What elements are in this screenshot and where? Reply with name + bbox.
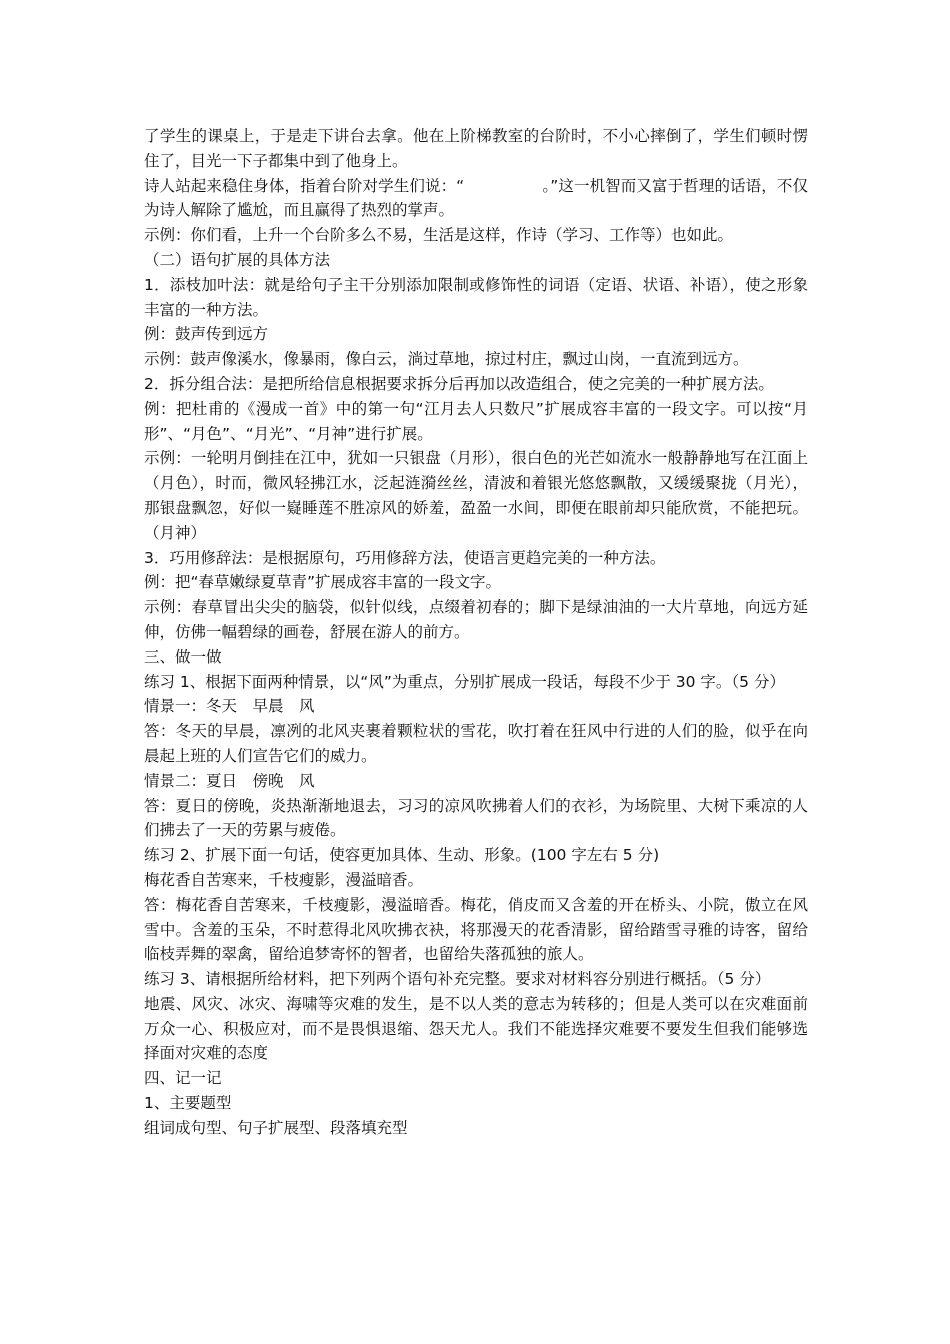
method-1-sample: 示例：鼓声像溪水，像暴雨，像白云，淌过草地，掠过村庄，飘过山岗，一直流到远方。 bbox=[144, 350, 749, 369]
method-1-example: 例：鼓声传到远方 bbox=[144, 325, 269, 344]
exercise-1-answer-2: 答：夏日的傍晚，炎热渐渐地退去，习习的凉风吹拂着人们的衣衫，为场院里、大树下乘凉的人们拂去了一天的劳累与疲倦。 bbox=[144, 796, 808, 840]
document-page bbox=[144, 124, 808, 1141]
exercise-2-prompt: 练习 2、扩展下面一句话，使容更加具体、生动、形象。(100 字左右 5 分) bbox=[144, 846, 660, 865]
paragraph-poet-quote: 诗人站起来稳住身体，指着台阶对学生们说：“ 。”这一机智而又富于哲理的话语，不仅为诗人解除了尴尬，而且赢得了热烈的掌声。 bbox=[144, 176, 808, 220]
paragraph-story-continuation: 了学生的课桌上，于是走下讲台去拿。他在上阶梯教室的台阶时，不小心摔倒了，学生们顿时愣住了，目光一下子都集中到了他身上。 bbox=[144, 127, 808, 170]
exercise-2-sentence: 梅花香自苦寒来，千枝瘦影，漫溢暗香。 bbox=[144, 870, 424, 889]
question-types-list: 组词成句型、句子扩展型、段落填充型 bbox=[144, 1118, 408, 1137]
subheading-question-types: 1、主要题型 bbox=[144, 1094, 232, 1113]
method-3-description: 3．巧用修辞法：是根据原句，巧用修辞方法，使语言更趋完美的一种方法。 bbox=[144, 548, 666, 567]
exercise-2-answer: 答：梅花香自苦寒来，千枝瘦影，漫溢暗香。梅花，俏皮而又含羞的开在桥头、小院，傲立在风雪中。含羞的玉朵，不时惹得北风吹拂衣袂，将那漫天的花香清影，留给踏雪寻雅的诗客，留给临枝弄舞的翠禽，留给追梦寄怀的智者，也留给失落孤独的旅人。 bbox=[144, 895, 808, 964]
paragraph-example-answer: 示例：你们看，上升一个台阶多么不易，生活是这样，作诗（学习、工作等）也如此。 bbox=[144, 226, 734, 245]
method-3-sample: 示例：春草冒出尖尖的脑袋，似针似线，点缀着初春的；脚下是绿油油的一大片草地，向远方延伸，仿佛一幅碧绿的画卷，舒展在游人的前方。 bbox=[144, 598, 808, 641]
exercise-1-prompt: 练习 1、根据下面两种情景，以“风”为重点，分别扩展成一段话，每段不少于 30 字。（5 分） bbox=[144, 672, 785, 691]
exercise-3-prompt: 练习 3、请根据所给材料，把下列两个语句补充完整。要求对材料容分别进行概括。（5 分） bbox=[144, 970, 771, 989]
exercise-3-material: 地震、风灾、冰灾、海啸等灾难的发生，是不以人类的意志为转移的；但是人类可以在灾难面前万众一心、积极应对，而不是畏惧退缩、怨天尤人。我们不能选择灾难要不要发生但我们能够选择面对灾难的态度 bbox=[144, 994, 808, 1063]
exercise-1-scene-1: 情景一：冬天 早晨 风 bbox=[144, 697, 315, 716]
method-2-description: 2．拆分组合法：是把所给信息根据要求拆分后再加以改造组合，使之完美的一种扩展方法。 bbox=[144, 374, 774, 393]
exercise-1-scene-2: 情景二：夏日 傍晚 风 bbox=[144, 771, 315, 790]
section-heading-expansion-methods: （二）语句扩展的具体方法 bbox=[144, 250, 331, 269]
method-1-description: 1．添枝加叶法：就是给句子主干分别添加限制或修饰性的词语（定语、状语、补语），使之形象丰富的一种方法。 bbox=[144, 275, 808, 319]
method-2-example: 例：把杜甫的《漫成一首》中的第一句“江月去人只数尺”扩展成容丰富的一段文字。可以按“月形”、“月色”、“月光”、“月神”进行扩展。 bbox=[144, 399, 808, 443]
exercise-1-answer-1: 答：冬天的早晨，凛冽的北风夹裹着颗粒状的雪花，吹打着在狂风中行进的人们的脸，似乎在向晨起上班的人们宣告它们的威力。 bbox=[144, 722, 808, 765]
method-3-example: 例：把“春草嫩绿夏草青”扩展成容丰富的一段文字。 bbox=[144, 573, 502, 592]
method-2-sample: 示例：一轮明月倒挂在江中，犹如一只银盘（月形），很白色的光芒如流水一般静静地写在江面上（月色），时而，微风轻拂江水，泛起涟漪丝丝，清波和着银光悠悠飘散，又缓缓聚拢（月光），那银盘飘忽，好似一嶷睡莲不胜凉风的娇羞，盈盈一水间，即便在眼前却只能欣赏，不能把玩。（月神） bbox=[144, 449, 808, 542]
section-heading-practice: 三、做一做 bbox=[144, 647, 222, 666]
section-heading-remember: 四、记一记 bbox=[144, 1069, 222, 1088]
